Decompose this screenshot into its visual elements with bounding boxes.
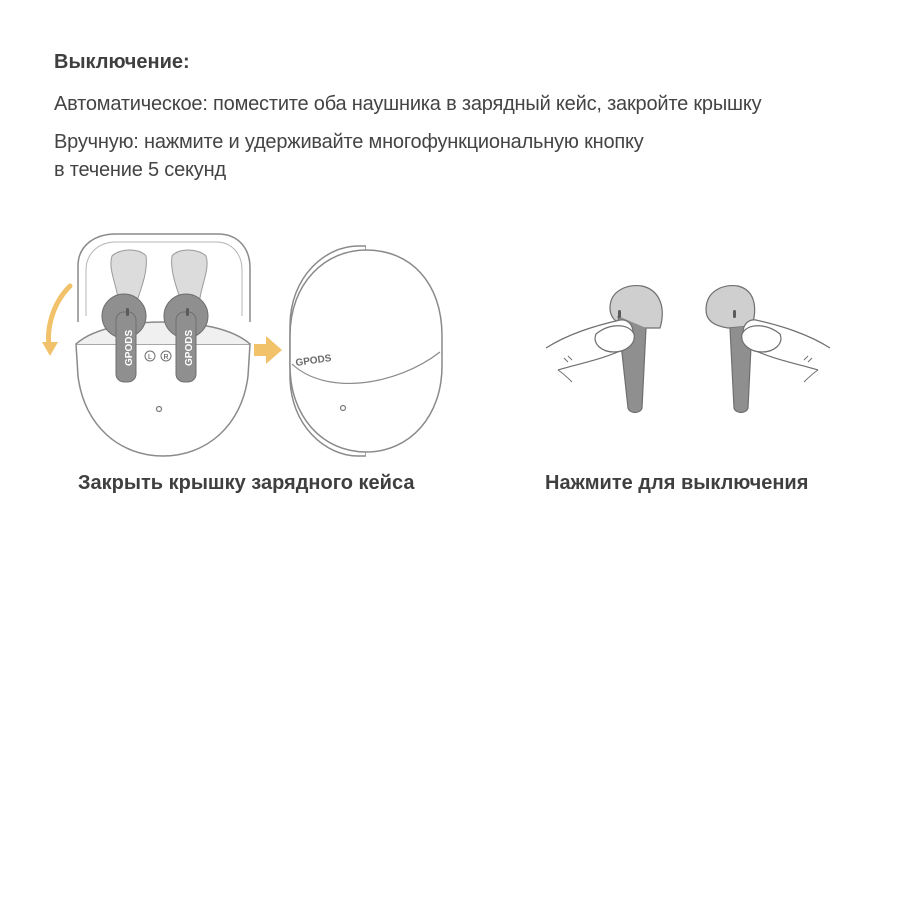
- manual-line-1: Вручную: нажмите и удерживайте многофункциональную кнопку: [54, 131, 644, 153]
- caption-press-off: Нажмите для выключения: [545, 472, 809, 494]
- left-mark: L: [148, 354, 152, 361]
- page-title: Выключение:: [54, 51, 190, 73]
- closed-case-illustration: [286, 246, 446, 456]
- left-bud-brand: GPODS: [124, 329, 135, 366]
- rotate-arrow-icon: [42, 286, 70, 356]
- right-earbud-press: [706, 286, 830, 413]
- manual-line-2: в течение 5 секунд: [54, 159, 226, 181]
- right-mark: R: [163, 354, 169, 361]
- instructions-block: [54, 48, 874, 194]
- press-to-off-illustration: [538, 278, 838, 428]
- left-earbud-press: [546, 286, 662, 413]
- right-bud-brand: GPODS: [184, 329, 195, 366]
- manual-off-text: [54, 128, 874, 184]
- case-brand-label: GPODS: [294, 353, 333, 369]
- auto-off-text: Автоматическое: поместите оба наушника в зарядный кейс, закройте крышку: [54, 93, 762, 115]
- open-case: [76, 234, 250, 456]
- right-arrow-icon: [254, 336, 282, 364]
- caption-close-case: Закрыть крышку зарядного кейса: [78, 472, 415, 494]
